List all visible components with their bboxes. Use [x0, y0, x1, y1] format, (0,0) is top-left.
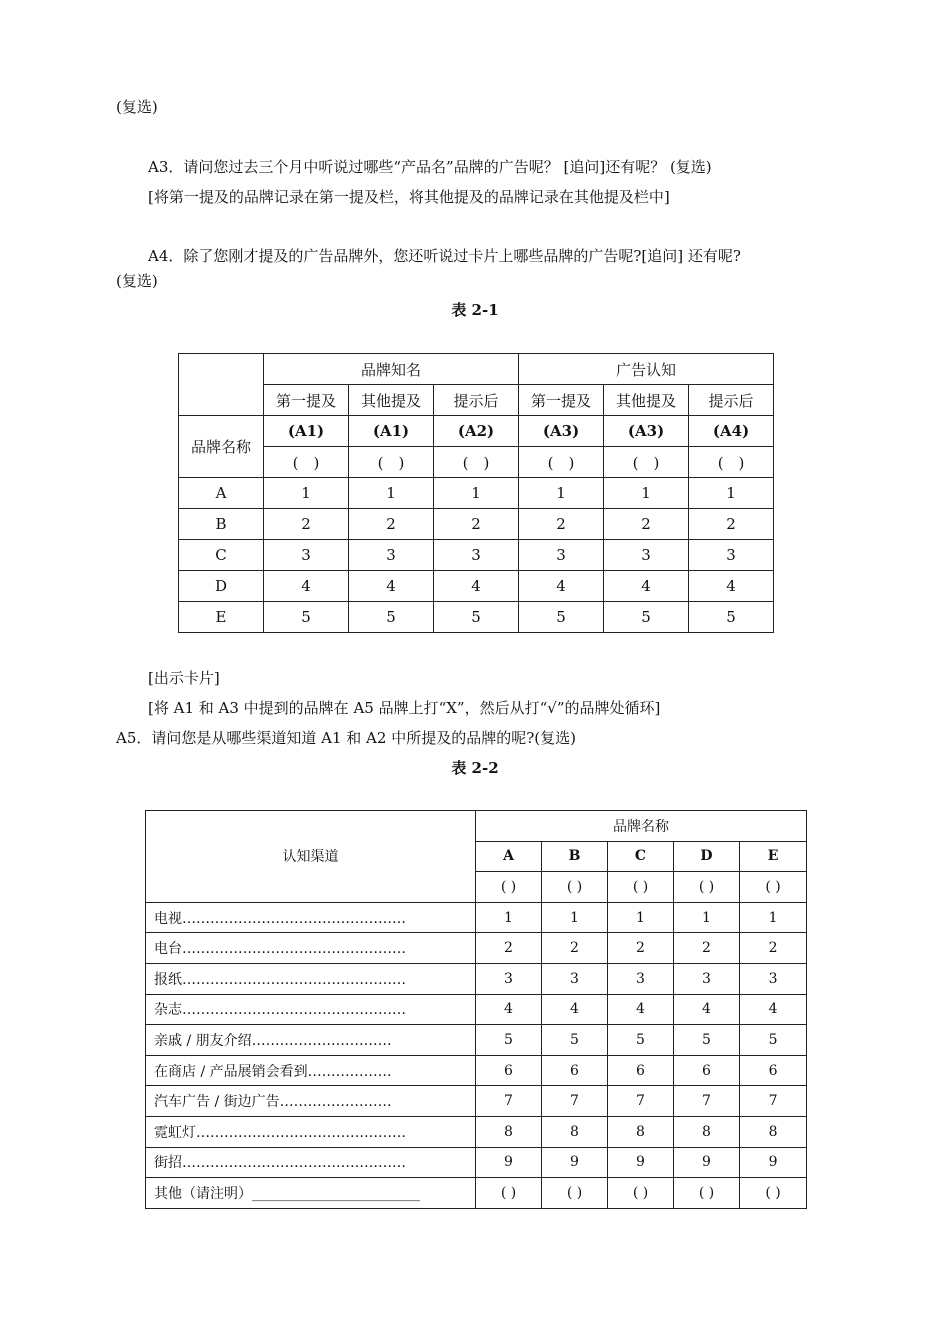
option-code[interactable]: 2	[476, 933, 542, 964]
question-a5: A5．请问您是从哪些渠道知道 A1 和 A2 中所提及的品牌的呢?(复选)	[116, 729, 576, 747]
awareness-channel-table	[145, 810, 807, 1209]
question-a4: A4．除了您刚才提及的广告品牌外，您还听说过卡片上哪些品牌的广告呢?[追问] 还有呢?	[148, 247, 741, 265]
option-code[interactable]: 2	[349, 509, 434, 540]
option-code[interactable]: 4	[674, 994, 740, 1025]
table-row	[179, 602, 774, 633]
table-row	[179, 571, 774, 602]
option-code[interactable]: 3	[604, 540, 689, 571]
option-code[interactable]: 5	[740, 1025, 807, 1056]
channel-header: 认知渠道	[146, 811, 476, 903]
option-code[interactable]: 6	[740, 1055, 807, 1086]
show-card-instruction: [出示卡片]	[148, 669, 220, 687]
table-row	[179, 509, 774, 540]
group-ad-awareness: 广告认知	[519, 354, 774, 385]
option-code[interactable]: 2	[689, 509, 774, 540]
answer-blank[interactable]: ( )	[604, 447, 689, 478]
answer-blank[interactable]: ( )	[542, 872, 608, 903]
option-code[interactable]: 3	[349, 540, 434, 571]
brand-awareness-table	[178, 353, 774, 633]
table-row	[146, 994, 807, 1025]
table-row	[146, 963, 807, 994]
option-code[interactable]: 5	[519, 602, 604, 633]
option-code[interactable]: 4	[542, 994, 608, 1025]
table-row	[146, 1086, 807, 1117]
option-code[interactable]: 6	[476, 1055, 542, 1086]
option-code[interactable]: 4	[476, 994, 542, 1025]
option-code[interactable]: 1	[519, 478, 604, 509]
question-code: (A4)	[689, 416, 774, 447]
answer-blank[interactable]: ( )	[740, 872, 807, 903]
option-code[interactable]: 5	[476, 1025, 542, 1056]
option-code[interactable]: 5	[689, 602, 774, 633]
option-code[interactable]: 3	[264, 540, 349, 571]
option-code[interactable]: 7	[740, 1086, 807, 1117]
channel-label: 在商店 / 产品展销会看到………………	[146, 1055, 476, 1086]
option-code[interactable]: 8	[476, 1116, 542, 1147]
answer-blank[interactable]: ( )	[542, 1178, 608, 1209]
brand-column-header: D	[674, 841, 740, 872]
answer-blank[interactable]: ( )	[674, 872, 740, 903]
option-code[interactable]: 6	[608, 1055, 674, 1086]
option-code[interactable]: 5	[434, 602, 519, 633]
answer-blank[interactable]: ( )	[434, 447, 519, 478]
option-code[interactable]: 8	[674, 1116, 740, 1147]
channel-label: 杂志…………………………………………	[146, 994, 476, 1025]
option-code[interactable]: 4	[740, 994, 807, 1025]
table-2-2-title: 表 2-2	[451, 759, 499, 777]
option-code[interactable]: 2	[608, 933, 674, 964]
option-code[interactable]: 3	[434, 540, 519, 571]
option-code[interactable]: 1	[542, 902, 608, 933]
option-code[interactable]: 1	[740, 902, 807, 933]
answer-blank[interactable]: ( )	[674, 1178, 740, 1209]
option-code[interactable]: 5	[349, 602, 434, 633]
option-code[interactable]: 4	[604, 571, 689, 602]
option-code[interactable]: 8	[608, 1116, 674, 1147]
option-code[interactable]: 3	[740, 963, 807, 994]
option-code[interactable]: 9	[740, 1147, 807, 1178]
table-corner	[179, 354, 264, 416]
question-code: (A3)	[604, 416, 689, 447]
option-code[interactable]: 5	[674, 1025, 740, 1056]
channel-label: 亲戚 / 朋友介绍…………………………	[146, 1025, 476, 1056]
brand-column-header: E	[740, 841, 807, 872]
question-code: (A1)	[264, 416, 349, 447]
option-code[interactable]: 9	[476, 1147, 542, 1178]
option-code[interactable]: 7	[476, 1086, 542, 1117]
option-code[interactable]: 3	[476, 963, 542, 994]
answer-blank[interactable]: ( )	[519, 447, 604, 478]
channel-label: 电台…………………………………………	[146, 933, 476, 964]
instruction-a5: [将 A1 和 A3 中提到的品牌在 A5 品牌上打“X”，然后从打“√”的品牌处循环]	[148, 699, 661, 717]
option-code[interactable]: 1	[264, 478, 349, 509]
table-row	[146, 902, 807, 933]
channel-label: 汽车广告 / 街边广告……………………	[146, 1086, 476, 1117]
option-code[interactable]: 5	[608, 1025, 674, 1056]
option-code[interactable]: 3	[674, 963, 740, 994]
brand-column-header: A	[476, 841, 542, 872]
answer-blank[interactable]: ( )	[476, 872, 542, 903]
column-header: 其他提及	[604, 385, 689, 416]
option-code[interactable]: 8	[740, 1116, 807, 1147]
answer-blank[interactable]: ( )	[608, 1178, 674, 1209]
channel-label: 霓虹灯………………………………………	[146, 1116, 476, 1147]
table-row	[179, 478, 774, 509]
option-code[interactable]: 2	[604, 509, 689, 540]
option-code[interactable]: 3	[542, 963, 608, 994]
column-header: 提示后	[434, 385, 519, 416]
option-code[interactable]: 2	[519, 509, 604, 540]
group-brand-awareness: 品牌知名	[264, 354, 519, 385]
table-2-1-title: 表 2-1	[451, 301, 499, 319]
brand-label: B	[179, 509, 264, 540]
option-code[interactable]: 4	[264, 571, 349, 602]
option-code[interactable]: 2	[740, 933, 807, 964]
option-code[interactable]: 5	[542, 1025, 608, 1056]
question-code: (A1)	[349, 416, 434, 447]
option-code[interactable]: 1	[604, 478, 689, 509]
option-code[interactable]: 7	[674, 1086, 740, 1117]
brand-name-header: 品牌名称	[476, 811, 807, 842]
option-code[interactable]: 4	[608, 994, 674, 1025]
table-row	[146, 1178, 807, 1209]
brand-label: D	[179, 571, 264, 602]
question-code: (A2)	[434, 416, 519, 447]
multiple-choice-note: (复选)	[116, 98, 158, 116]
option-code[interactable]: 7	[542, 1086, 608, 1117]
multiple-choice-note-2: (复选)	[116, 272, 158, 290]
instruction-a3: [将第一提及的品牌记录在第一提及栏，将其他提及的品牌记录在其他提及栏中]	[148, 188, 670, 206]
brand-label: C	[179, 540, 264, 571]
table-row	[146, 933, 807, 964]
brand-column-header: C	[608, 841, 674, 872]
option-code[interactable]: 9	[674, 1147, 740, 1178]
question-a3: A3．请问您过去三个月中听说过哪些“产品名”品牌的广告呢？ [追问]还有呢？ (复选)	[148, 158, 712, 176]
option-code[interactable]: 4	[434, 571, 519, 602]
option-code[interactable]: 4	[349, 571, 434, 602]
column-header: 提示后	[689, 385, 774, 416]
brand-label: A	[179, 478, 264, 509]
column-header: 第一提及	[264, 385, 349, 416]
channel-label: 电视…………………………………………	[146, 902, 476, 933]
answer-blank[interactable]: ( )	[264, 447, 349, 478]
option-code[interactable]: 2	[542, 933, 608, 964]
row-header-brand-name: 品牌名称	[179, 416, 264, 478]
table-row	[146, 1147, 807, 1178]
column-header: 第一提及	[519, 385, 604, 416]
brand-column-header: B	[542, 841, 608, 872]
option-code[interactable]: 9	[608, 1147, 674, 1178]
option-code[interactable]: 1	[674, 902, 740, 933]
answer-blank[interactable]: ( )	[476, 1178, 542, 1209]
option-code[interactable]: 1	[608, 902, 674, 933]
table-row	[146, 1116, 807, 1147]
brand-label: E	[179, 602, 264, 633]
option-code[interactable]: 6	[674, 1055, 740, 1086]
answer-blank[interactable]: ( )	[608, 872, 674, 903]
option-code[interactable]: 6	[542, 1055, 608, 1086]
option-code[interactable]: 4	[689, 571, 774, 602]
channel-label: 街招…………………………………………	[146, 1147, 476, 1178]
column-header: 其他提及	[349, 385, 434, 416]
option-code[interactable]: 1	[476, 902, 542, 933]
answer-blank[interactable]: ( )	[349, 447, 434, 478]
table-row	[146, 1055, 807, 1086]
question-code: (A3)	[519, 416, 604, 447]
option-code[interactable]: 5	[264, 602, 349, 633]
answer-blank[interactable]: ( )	[740, 1178, 807, 1209]
option-code[interactable]: 3	[519, 540, 604, 571]
option-code[interactable]: 2	[434, 509, 519, 540]
option-code[interactable]: 5	[604, 602, 689, 633]
option-code[interactable]: 1	[349, 478, 434, 509]
option-code[interactable]: 9	[542, 1147, 608, 1178]
option-code[interactable]: 2	[264, 509, 349, 540]
option-code[interactable]: 4	[519, 571, 604, 602]
option-code[interactable]: 1	[689, 478, 774, 509]
other-specify-field[interactable]: 其他（请注明）________________________	[146, 1178, 476, 1209]
option-code[interactable]: 2	[674, 933, 740, 964]
option-code[interactable]: 1	[434, 478, 519, 509]
option-code[interactable]: 7	[608, 1086, 674, 1117]
table-row	[146, 1025, 807, 1056]
option-code[interactable]: 3	[608, 963, 674, 994]
answer-blank[interactable]: ( )	[689, 447, 774, 478]
channel-label: 报纸…………………………………………	[146, 963, 476, 994]
option-code[interactable]: 8	[542, 1116, 608, 1147]
table-row	[179, 540, 774, 571]
option-code[interactable]: 3	[689, 540, 774, 571]
